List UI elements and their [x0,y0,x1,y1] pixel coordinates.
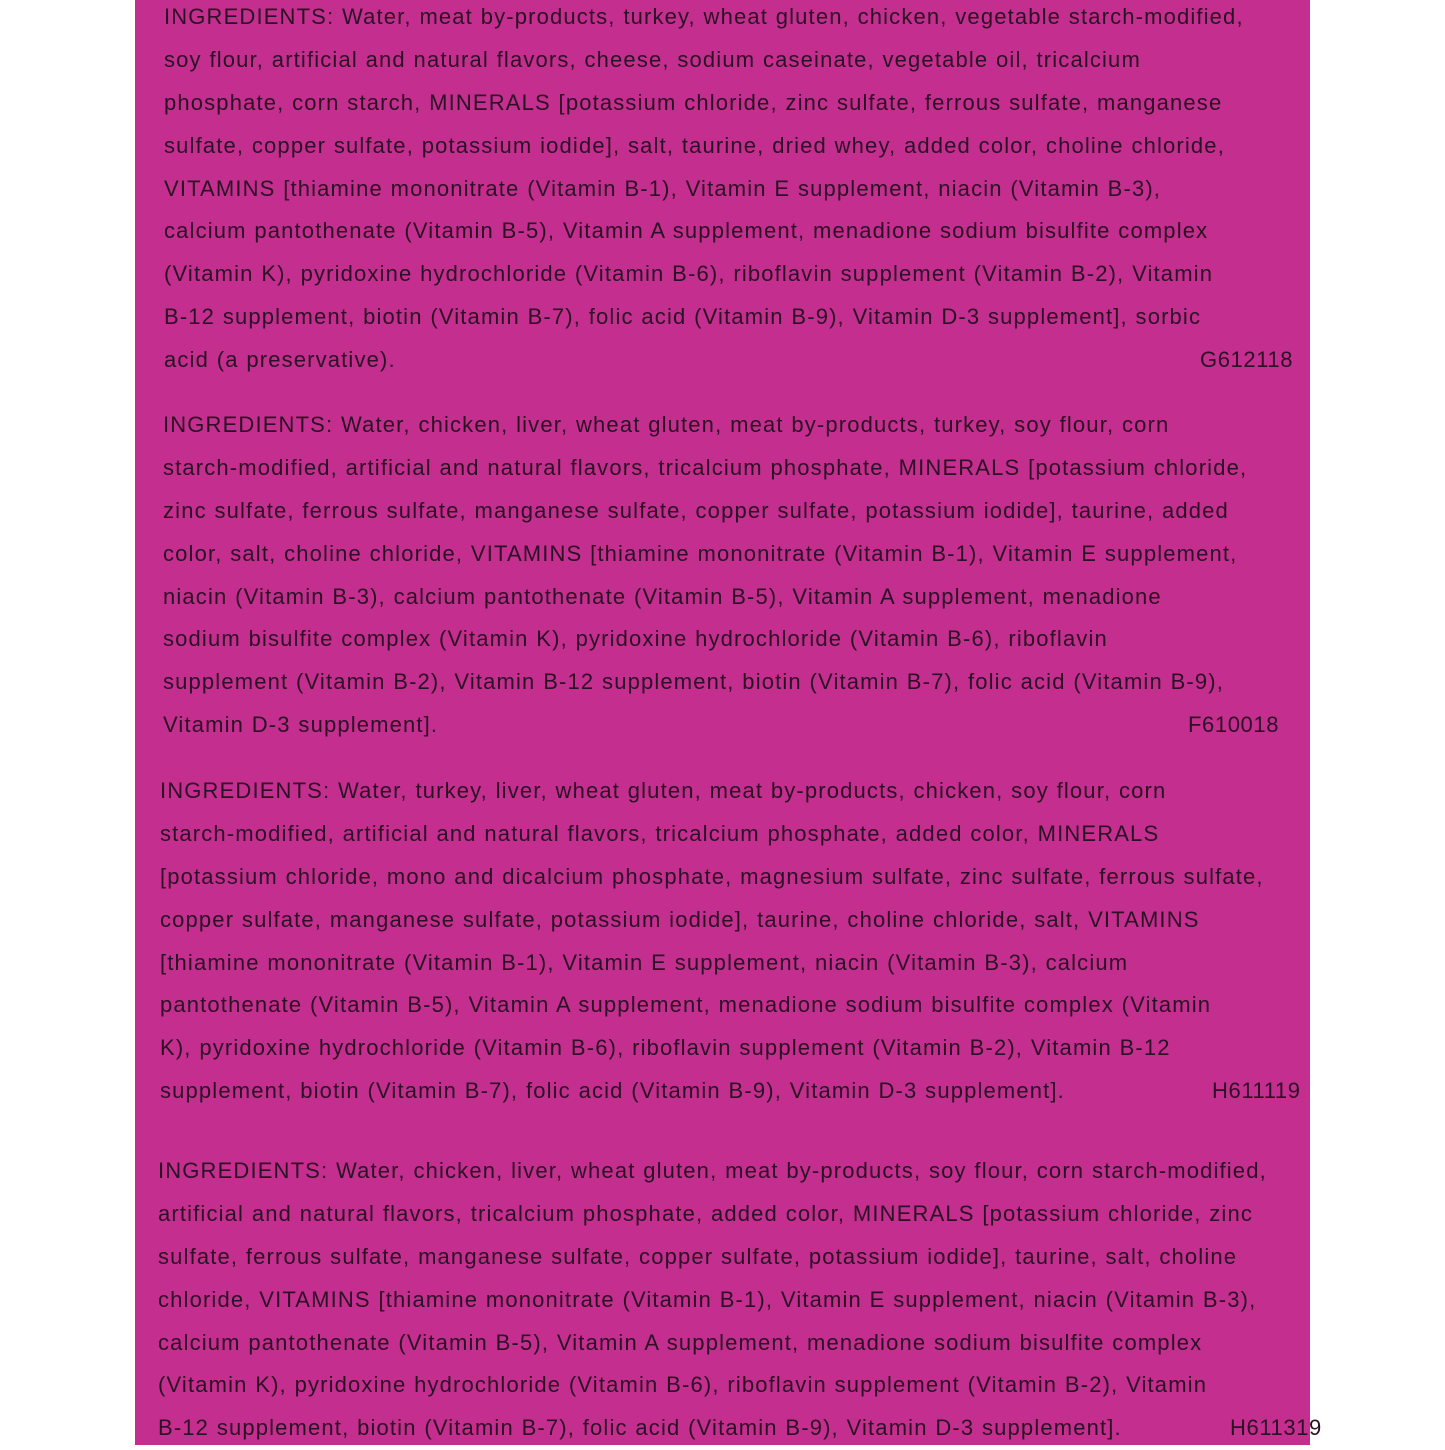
label-panel [135,0,1322,1445]
ingredients-line: sulfate, copper sulfate, potassium iodide], salt, taurine, dried whey, added color, choline chloride, [164,132,1225,158]
ingredients-line: B-12 supplement, biotin (Vitamin B-7), folic acid (Vitamin B-9), Vitamin D-3 supplement]. [158,1415,1122,1441]
ingredients-line: Vitamin D-3 supplement]. [163,712,439,738]
ingredients-last-row [163,704,1280,747]
ingredients-line: artificial and natural flavors, tricalcium phosphate, added color, MINERALS [potassium chloride, zinc [158,1200,1253,1226]
ingredients-block [158,1150,1322,1450]
ingredients-line: chloride, VITAMINS [thiamine mononitrate (Vitamin B-1), Vitamin E supplement, niacin (Vitamin B-3), [158,1286,1257,1312]
ingredients-block [164,0,1294,382]
ingredients-line: [thiamine mononitrate (Vitamin B-1), Vitamin E supplement, niacin (Vitamin B-3), calcium [160,949,1129,975]
ingredients-last-row [164,339,1294,382]
ingredients-line: B-12 supplement, biotin (Vitamin B-7), folic acid (Vitamin B-9), Vitamin D-3 supplement], sorbic [164,304,1202,330]
ingredients-line: soy flour, artificial and natural flavors, cheese, sodium caseinate, vegetable oil, tricalcium [164,46,1141,72]
ingredients-line: sodium bisulfite complex (Vitamin K), pyridoxine hydrochloride (Vitamin B-6), riboflavin [163,626,1108,652]
ingredients-line: (Vitamin K), pyridoxine hydrochloride (Vitamin B-6), riboflavin supplement (Vitamin B-2), Vitamin [164,261,1214,287]
ingredients-line: INGREDIENTS: Water, chicken, liver, wheat gluten, meat by-products, soy flour, corn starch-modified, [158,1158,1267,1183]
ingredients-line: [potassium chloride, mono and dicalcium phosphate, magnesium sulfate, zinc sulfate, ferrous sulfate, [160,863,1264,889]
product-code: H611319 [1230,1415,1322,1441]
ingredients-block [160,770,1301,1113]
ingredients-line: (Vitamin K), pyridoxine hydrochloride (Vitamin B-6), riboflavin supplement (Vitamin B-2), Vitamin [158,1372,1208,1398]
ingredients-line: starch-modified, artificial and natural flavors, tricalcium phosphate, MINERALS [potassium chloride, [163,454,1248,480]
ingredients-last-row [160,1070,1301,1113]
ingredients-line: calcium pantothenate (Vitamin B-5), Vitamin A supplement, menadione sodium bisulfite complex [158,1329,1203,1355]
ingredients-line: calcium pantothenate (Vitamin B-5), Vitamin A supplement, menadione sodium bisulfite complex [164,218,1209,244]
ingredients-line: INGREDIENTS: Water, meat by-products, turkey, wheat gluten, chicken, vegetable starch-modified, [164,4,1244,29]
product-code: H611119 [1212,1078,1301,1104]
ingredients-line: supplement (Vitamin B-2), Vitamin B-12 supplement, biotin (Vitamin B-7), folic acid (Vitamin B-9), [163,669,1225,695]
ingredients-block [163,404,1280,747]
ingredients-last-row [158,1407,1322,1450]
ingredients-line: acid (a preservative). [164,347,396,373]
ingredients-line: niacin (Vitamin B-3), calcium pantothenate (Vitamin B-5), Vitamin A supplement, menadione [163,583,1162,609]
ingredients-line: color, salt, choline chloride, VITAMINS [thiamine mononitrate (Vitamin B-1), Vitamin E supplement, [163,540,1238,566]
product-code: F610018 [1188,712,1280,738]
ingredients-line: zinc sulfate, ferrous sulfate, manganese sulfate, copper sulfate, potassium iodide], taurine, added [163,497,1229,523]
ingredients-line: INGREDIENTS: Water, turkey, liver, wheat gluten, meat by-products, chicken, soy flour, corn [160,778,1167,803]
ingredients-line: VITAMINS [thiamine mononitrate (Vitamin B-1), Vitamin E supplement, niacin (Vitamin B-3), [164,175,1162,201]
product-code: G612118 [1200,347,1294,373]
ingredients-line: K), pyridoxine hydrochloride (Vitamin B-6), riboflavin supplement (Vitamin B-2), Vitamin B-12 [160,1035,1171,1061]
ingredients-line: pantothenate (Vitamin B-5), Vitamin A supplement, menadione sodium bisulfite complex (Vitamin [160,992,1212,1018]
ingredients-line: INGREDIENTS: Water, chicken, liver, wheat gluten, meat by-products, turkey, soy flour, corn [163,412,1170,437]
ingredients-line: copper sulfate, manganese sulfate, potassium iodide], taurine, choline chloride, salt, VITAMINS [160,906,1200,932]
ingredients-line: sulfate, ferrous sulfate, manganese sulfate, copper sulfate, potassium iodide], taurine, salt, choline [158,1243,1238,1269]
ingredients-line: supplement, biotin (Vitamin B-7), folic acid (Vitamin B-9), Vitamin D-3 supplement]. [160,1078,1065,1104]
ingredients-line: phosphate, corn starch, MINERALS [potassium chloride, zinc sulfate, ferrous sulfate, manganese [164,89,1223,115]
ingredients-line: starch-modified, artificial and natural flavors, tricalcium phosphate, added color, MINERALS [160,820,1160,846]
